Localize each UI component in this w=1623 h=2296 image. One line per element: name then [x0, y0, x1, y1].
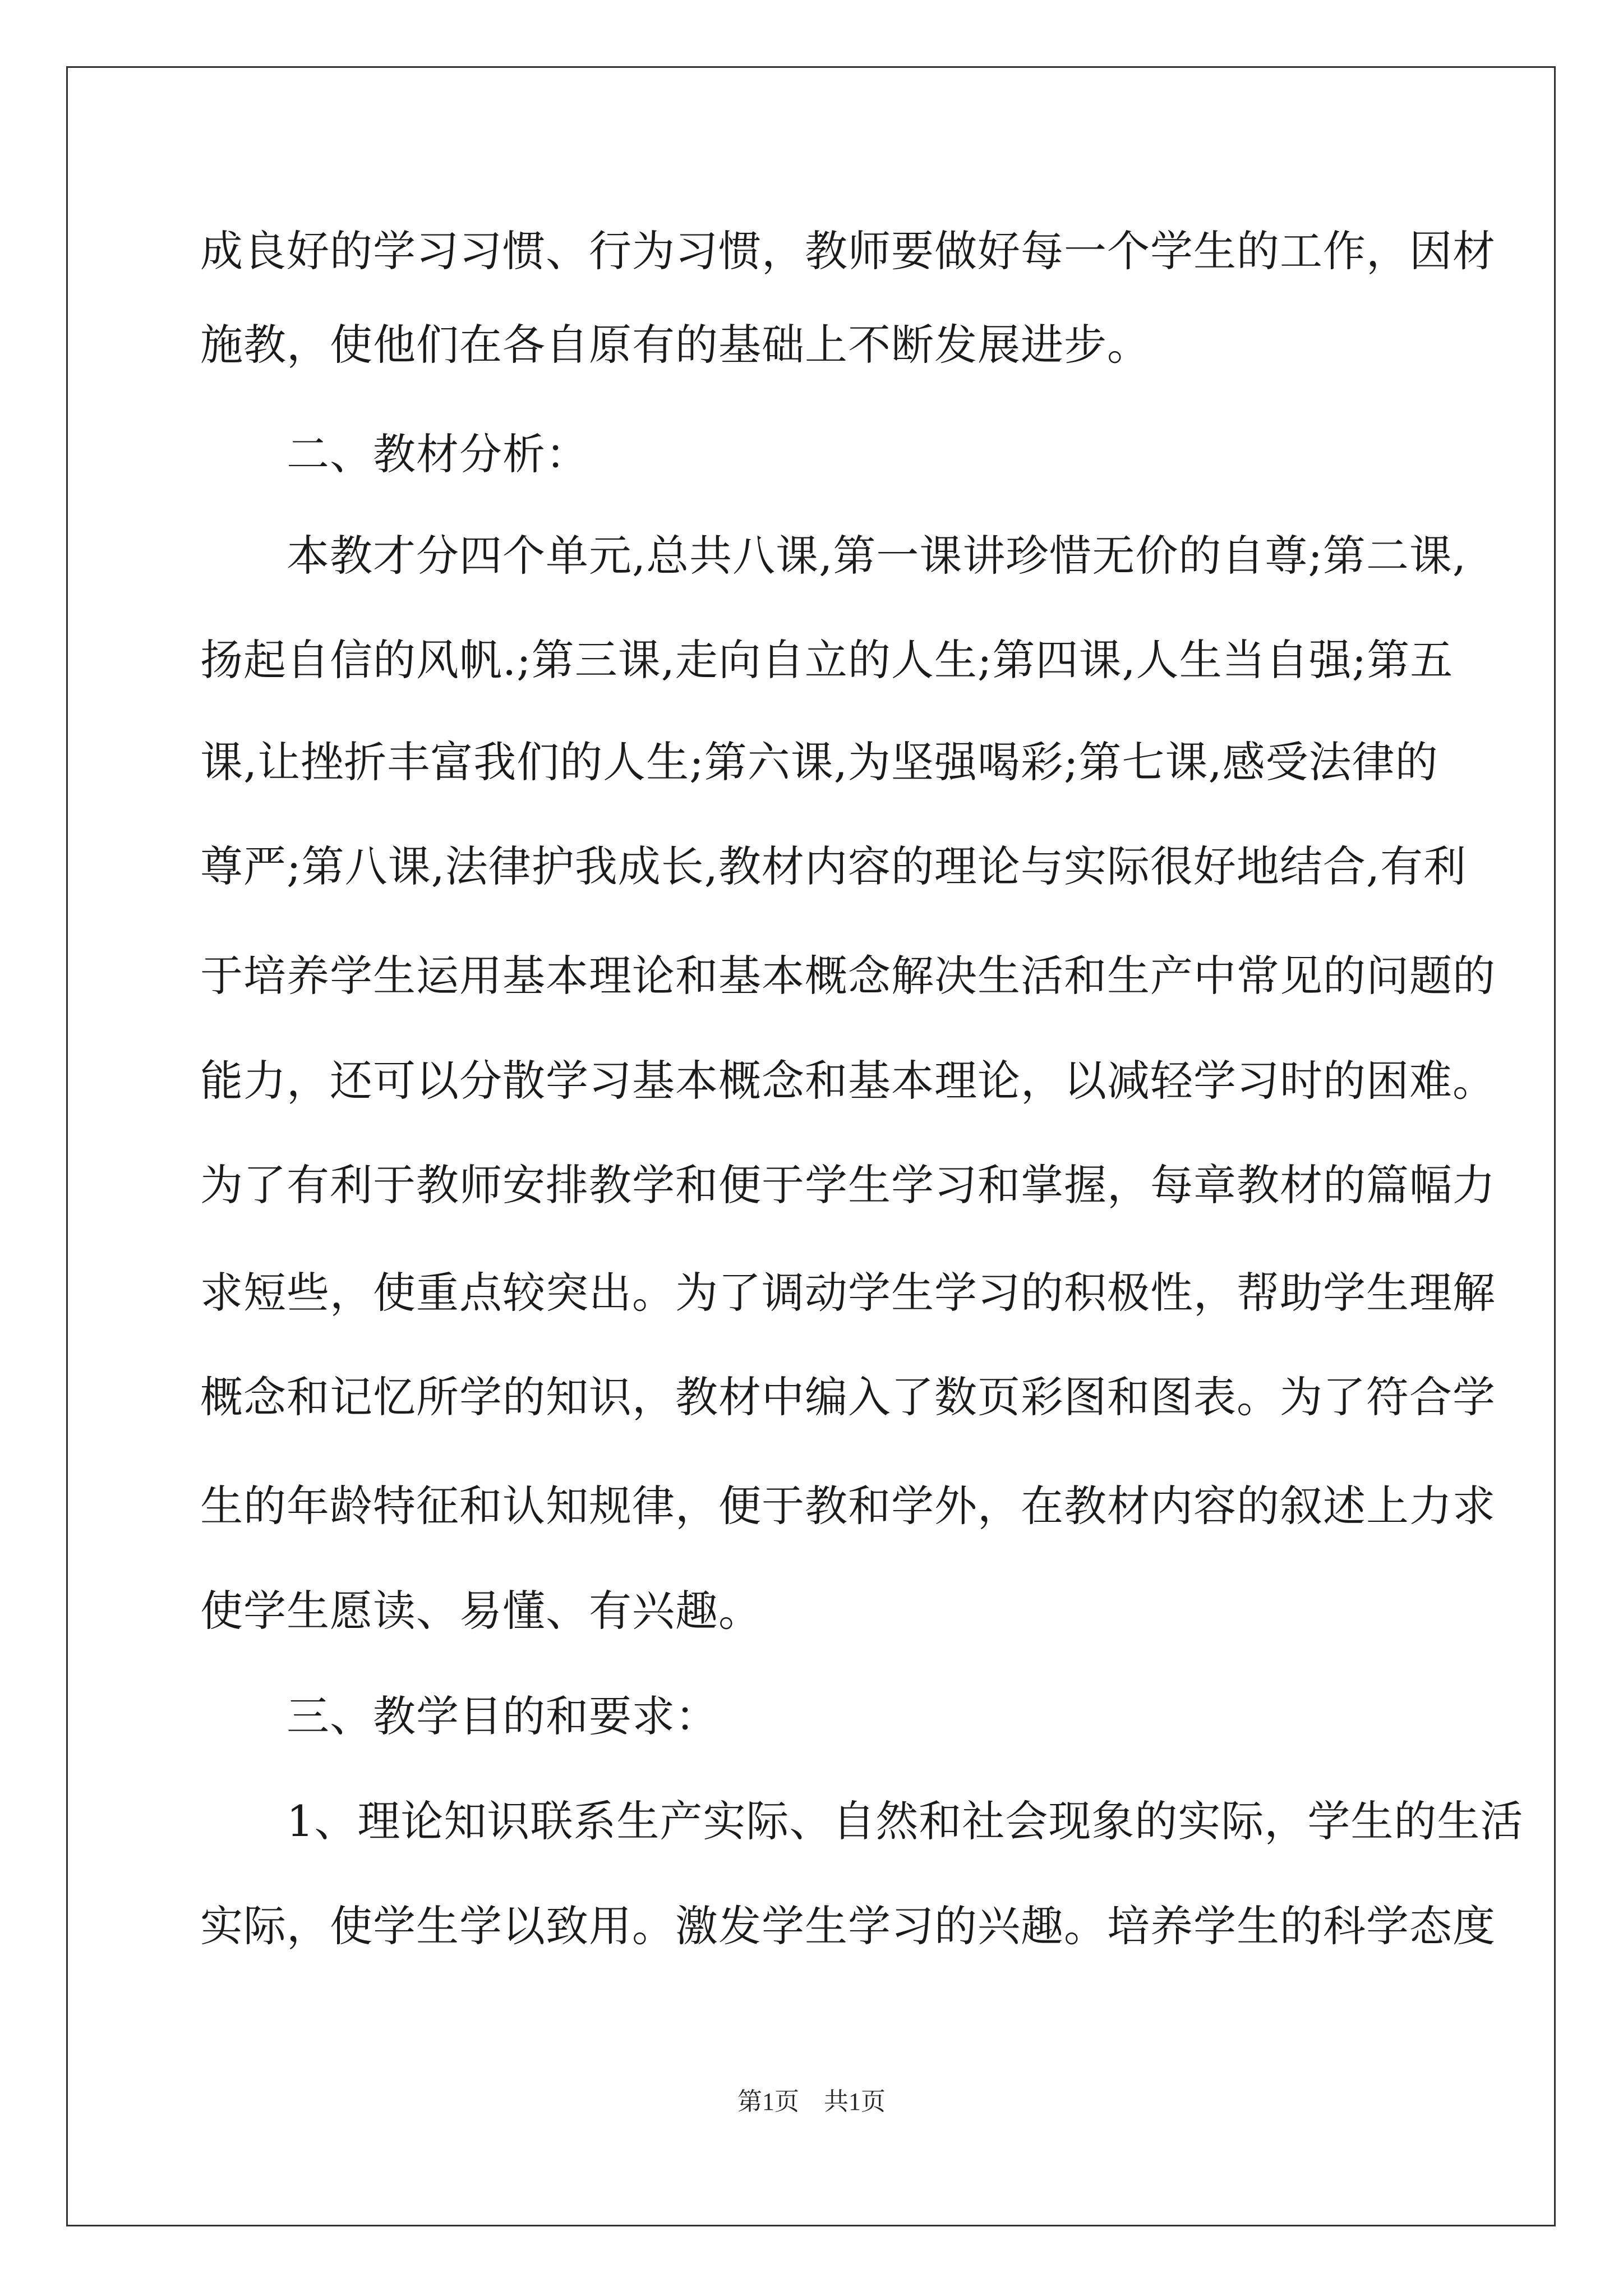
text-line: 本教才分四个单元,总共八课,第一课讲珍惜无价的自尊;第二课,: [200, 531, 1467, 581]
text-line: 1、理论知识联系生产实际、自然和社会现象的实际，学生的生活: [200, 1796, 1524, 1846]
text-line: 扬起自信的风帆.;第三课,走向自立的人生;第四课,人生当自强;第五: [200, 635, 1454, 685]
section-heading: 三、教学目的和要求：: [200, 1691, 718, 1741]
text-line: 于培养学生运用基本理论和基本概念解决生活和生产中常见的问题的: [200, 951, 1496, 1001]
text-line: 成良好的学习习惯、行为习惯，教师要做好每一个学生的工作，因材: [200, 226, 1496, 276]
page-footer: 第1页 共1页: [737, 2088, 886, 2115]
text-line: 能力，还可以分散学习基本概念和基本理论，以减轻学习时的困难。: [200, 1056, 1496, 1106]
section-heading: 二、教材分析：: [200, 429, 589, 479]
text-line: 实际，使学生学以致用。激发学生学习的兴趣。培养学生的科学态度: [200, 1901, 1496, 1951]
text-line: 概念和记忆所学的知识，教材中编入了数页彩图和图表。为了符合学: [200, 1372, 1496, 1422]
text-line: 求短些，使重点较突出。为了调动学生学习的积极性，帮助学生理解: [200, 1268, 1496, 1318]
text-line: 生的年龄特征和认知规律，便于教和学外，在教材内容的叙述上力求: [200, 1481, 1496, 1531]
text-line: 施教，使他们在各自原有的基础上不断发展进步。: [200, 320, 1150, 370]
text-line: 为了有利于教师安排教学和便于学生学习和掌握，每章教材的篇幅力: [200, 1160, 1496, 1210]
text-line: 尊严;第八课,法律护我成长,教材内容的理论与实际很好地结合,有利: [200, 841, 1467, 891]
text-line: 使学生愿读、易懂、有兴趣。: [200, 1586, 762, 1636]
text-line: 课,让挫折丰富我们的人生;第六课,为坚强喝彩;第七课,感受法律的: [200, 737, 1438, 787]
